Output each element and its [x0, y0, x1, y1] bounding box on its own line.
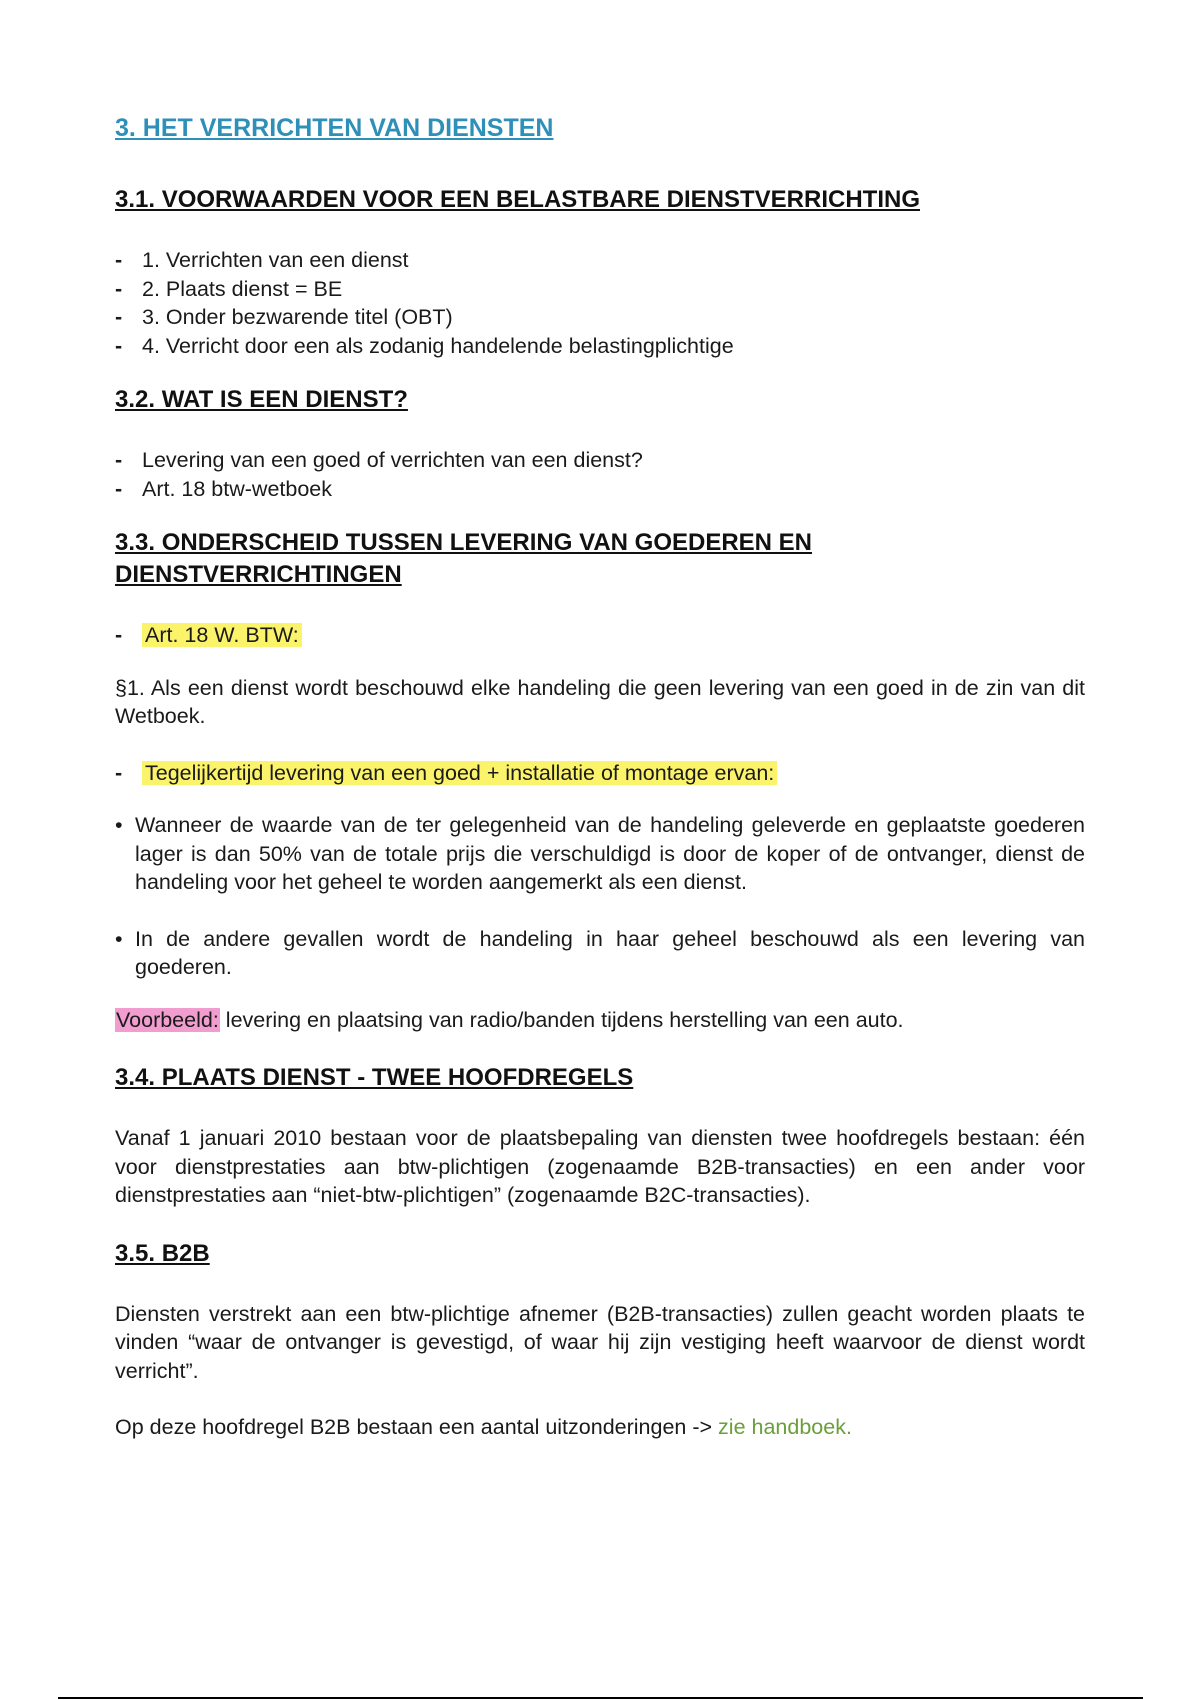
chapter-heading: 3. HET VERRICHTEN VAN DIENSTEN — [115, 114, 554, 142]
b2b-paragraph: Diensten verstrekt aan een btw-plichtige afnemer (B2B-transacties) zullen geacht worden plaats te vinden “waar de ontvanger is gevestigd, of waar hij zijn vestiging heeft waarvoor de dienst wordt verricht”. — [115, 1301, 1085, 1383]
list-item — [115, 759, 1085, 788]
art-18-list — [115, 621, 1085, 650]
list-item: - 3. Onder bezwarende titel (OBT) — [115, 303, 1085, 332]
document-content — [115, 112, 1085, 1470]
list-item: - 2. Plaats dienst = BE — [115, 275, 1085, 304]
art-18-highlight: Art. 18 W. BTW: — [142, 623, 302, 647]
page-bottom-divider — [58, 1697, 1143, 1699]
list-item: - 4. Verricht door een als zodanig handelende belastingplichtige — [115, 332, 1085, 361]
article-paragraph: §1. Als een dienst wordt beschouwd elke handeling die geen levering van een goed in de zin van dit Wetboek. — [115, 675, 1085, 728]
section-3-4-heading: 3.4. PLAATS DIENST - TWEE HOOFDREGELS — [115, 1064, 634, 1091]
exceptions-paragraph — [115, 1413, 1085, 1442]
exceptions-text: Op deze hoofdregel B2B bestaan een aantal uitzonderingen -> — [115, 1415, 719, 1439]
list-item: - 1. Verrichten van een dienst — [115, 246, 1085, 275]
example-text: levering en plaatsing van radio/banden tijdens herstelling van een auto. — [219, 1007, 904, 1032]
list-item: - Art. 18 btw-wetboek — [115, 475, 1085, 504]
section-3-3-heading-line2: DIENSTVERRICHTINGEN — [115, 561, 402, 588]
service-definition-list — [115, 446, 1085, 503]
list-item: - Levering van een goed of verrichten van een dienst? — [115, 446, 1085, 475]
simultaneous-highlight: Tegelijkertijd levering van een goed + installatie of montage ervan: — [142, 761, 777, 785]
section-3-1-heading: 3.1. VOORWAARDEN VOOR EEN BELASTBARE DIENSTVERRICHTING — [115, 186, 920, 213]
section-3-3-heading-line1: 3.3. ONDERSCHEID TUSSEN LEVERING VAN GOEDEREN EN — [115, 529, 813, 556]
simultaneous-list — [115, 759, 1085, 788]
bullet-item: • Wanneer de waarde van de ter gelegenheid van de handeling geleverde en geplaatste goederen lager is dan 50% van de totale prijs die verschuldigd is door de koper of de ontvanger, dienst de handeling voor het geheel te worden aangemerkt als een dienst. — [115, 811, 1085, 897]
example-label-highlight: Voorbeeld: — [116, 1007, 219, 1032]
list-item — [115, 621, 1085, 650]
rules-bullet-list — [115, 811, 1085, 982]
section-3-2-heading: 3.2. WAT IS EEN DIENST? — [115, 386, 408, 413]
example-paragraph — [115, 1006, 1085, 1035]
bullet-item: • In de andere gevallen wordt de handeling in haar geheel beschouwd als een levering van goederen. — [115, 925, 1085, 982]
section-3-5-heading: 3.5. B2B — [115, 1239, 210, 1267]
section-3-3-heading — [115, 527, 1085, 591]
handbook-reference: zie handboek. — [718, 1415, 852, 1439]
place-rules-paragraph: Vanaf 1 januari 2010 bestaan voor de plaatsbepaling van diensten twee hoofdregels bestaan: één voor dienstprestaties aan btw-plichtigen (zogenaamde B2B-transacties) en een ander voor dienstprestaties aan “niet-btw-plichtigen” (zogenaamde B2C-transacties). — [115, 1126, 1085, 1207]
conditions-list — [115, 246, 1085, 360]
